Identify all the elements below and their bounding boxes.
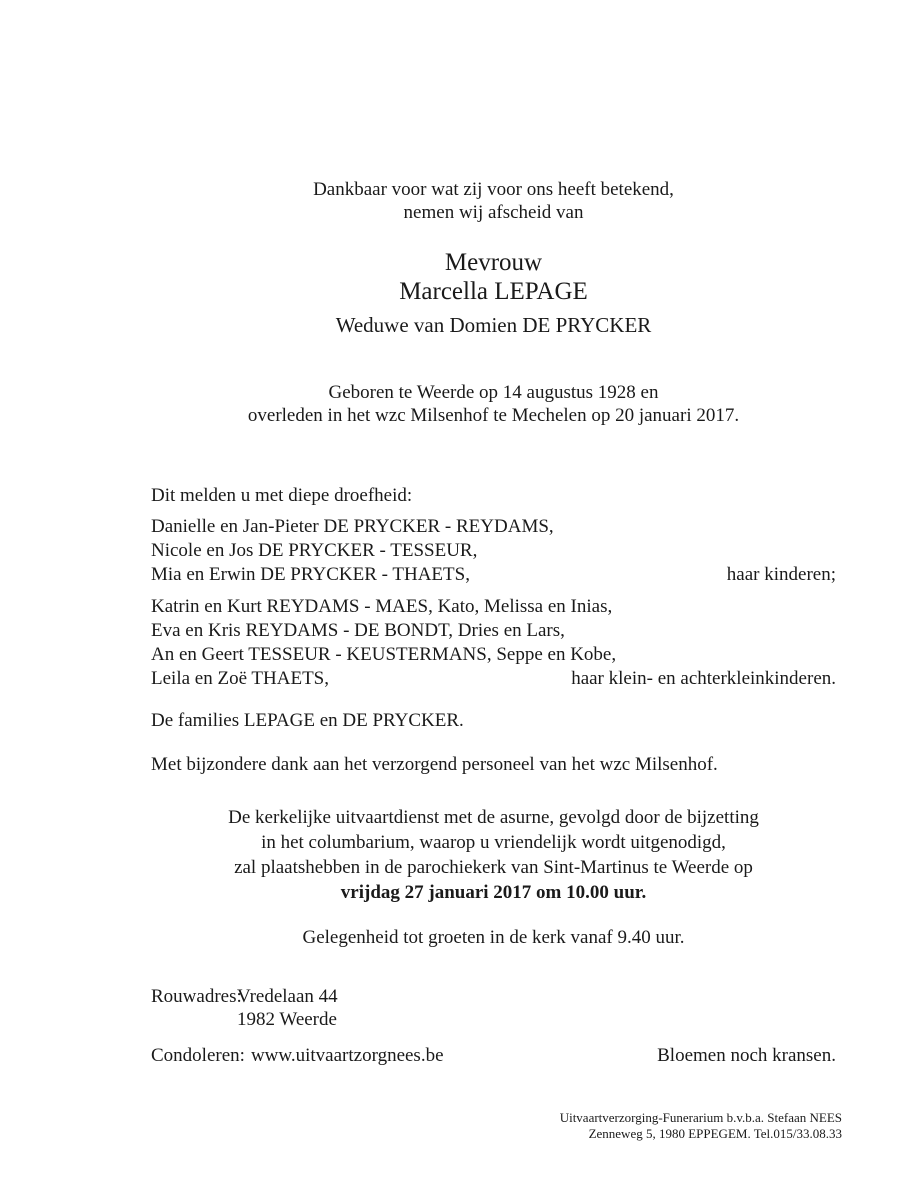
child-line-with-label: [151, 563, 836, 587]
condolences-text: [151, 1044, 444, 1068]
deceased-name: Marcella LEPAGE: [399, 278, 588, 305]
mourning-address-block: [151, 985, 836, 1031]
grandchild-line: Leila en Zoë THAETS,: [151, 668, 329, 689]
service-line: zal plaatshebben in de parochiekerk van Sint-Martinus te Weerde op: [234, 857, 753, 878]
service-details-block: [151, 805, 836, 905]
deceased-block: [151, 248, 836, 339]
thanks-line: Met bijzondere dank aan het verzorgend personeel van het wzc Milsenhof.: [151, 754, 718, 775]
grandchildren-list: [151, 595, 836, 691]
intro-block: [151, 178, 836, 224]
child-line: Mia en Erwin DE PRYCKER - THAETS,: [151, 564, 470, 585]
grandchild-line: Eva en Kris REYDAMS - DE BONDT, Dries en Lars,: [151, 620, 565, 641]
birth-line: Geboren te Weerde op 14 augustus 1928 en: [328, 382, 659, 403]
mourning-address-lines: [237, 985, 338, 1031]
families-line: De families LEPAGE en DE PRYCKER.: [151, 710, 464, 731]
children-relation-label: haar kinderen;: [726, 564, 836, 585]
condolences-label: Condoleren:: [151, 1045, 245, 1066]
greeting-line: Gelegenheid tot groeten in de kerk vanaf 9.40 uur.: [302, 927, 685, 948]
funeral-home-name-line: Uitvaartverzorging-Funerarium b.v.b.a. Stefaan NEES: [559, 1110, 842, 1125]
intro-line-1: Dankbaar voor wat zij voor ons heeft betekend,: [313, 179, 674, 200]
child-line: Danielle en Jan-Pieter DE PRYCKER - REYDAMS,: [151, 516, 554, 537]
service-line: in het columbarium, waarop u vriendelijk wordt uitgenodigd,: [261, 832, 726, 853]
child-line: Nicole en Jos DE PRYCKER - TESSEUR,: [151, 540, 478, 561]
grandchild-line: An en Geert TESSEUR - KEUSTERMANS, Seppe en Kobe,: [151, 644, 617, 665]
grandchild-line-with-label: [151, 667, 836, 691]
mourning-address-street: Vredelaan 44: [237, 986, 338, 1007]
deceased-relation: Weduwe van Domien DE PRYCKER: [335, 313, 652, 337]
service-datetime: vrijdag 27 januari 2017 om 10.00 uur.: [340, 882, 647, 903]
mourning-address-city: 1982 Weerde: [237, 1009, 337, 1030]
intro-line-2: nemen wij afscheid van: [403, 202, 584, 223]
children-list: [151, 515, 836, 587]
death-line: overleden in het wzc Milsenhof te Mechelen op 20 januari 2017.: [247, 405, 740, 426]
service-line: De kerkelijke uitvaartdienst met de asurne, gevolgd door de bijzetting: [228, 807, 759, 828]
deceased-salutation: Mevrouw: [444, 249, 543, 276]
life-dates-block: [151, 381, 836, 427]
announcement-line: Dit melden u met diepe droefheid:: [151, 485, 413, 506]
grandchild-line: Katrin en Kurt REYDAMS - MAES, Kato, Melissa en Inias,: [151, 596, 613, 617]
condolences-row: [151, 1044, 836, 1068]
grandchildren-relation-label: haar klein- en achterkleinkinderen.: [571, 668, 836, 689]
flowers-note: Bloemen noch kransen.: [657, 1045, 836, 1066]
funeral-home-footer: [151, 1110, 842, 1141]
mourning-address-label: Rouwadres:: [151, 986, 242, 1007]
condolences-website: www.uitvaartzorgnees.be: [250, 1045, 444, 1066]
funeral-home-address-line: Zenneweg 5, 1980 EPPEGEM. Tel.015/33.08.33: [588, 1125, 842, 1141]
